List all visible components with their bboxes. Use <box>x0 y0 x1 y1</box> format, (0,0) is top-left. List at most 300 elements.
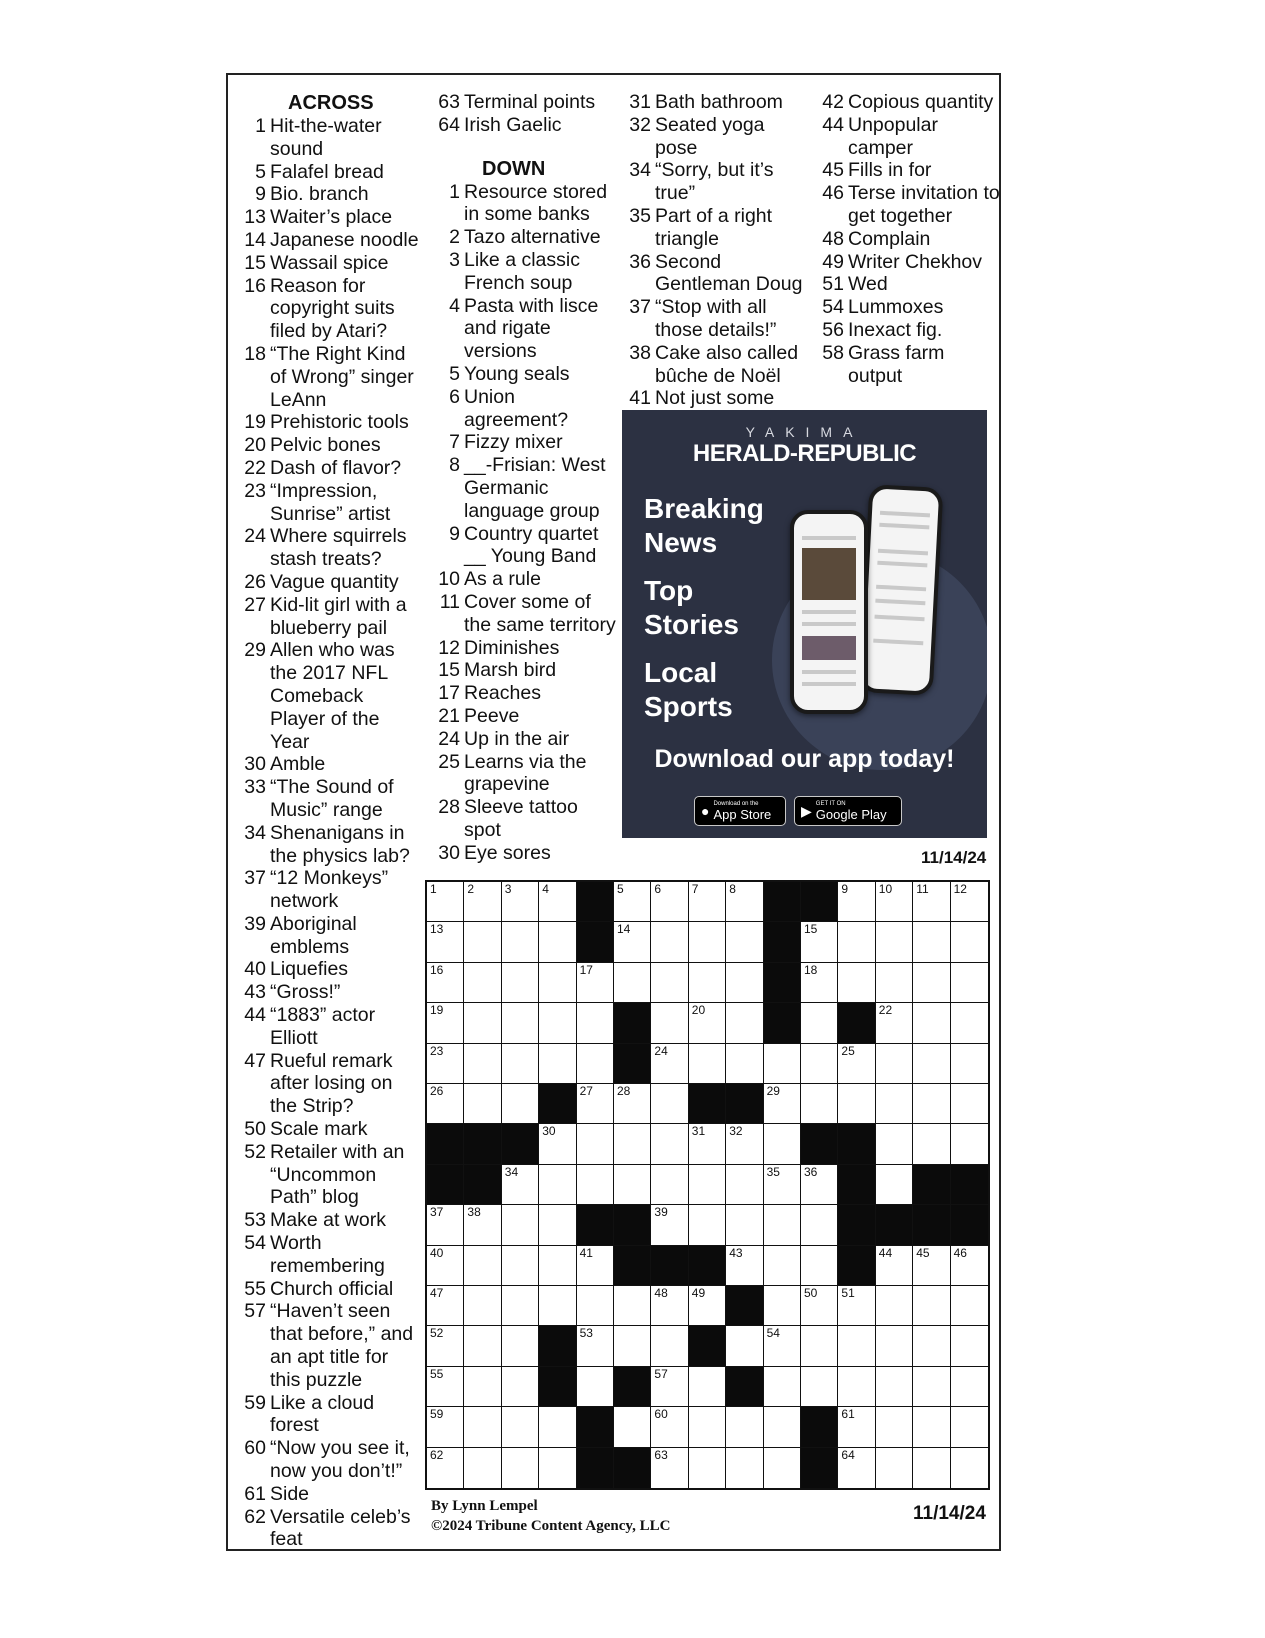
grid-cell[interactable] <box>502 922 539 962</box>
across-clue-9 <box>236 183 422 206</box>
grid-cell[interactable] <box>689 1205 726 1245</box>
grid-cell[interactable] <box>651 922 688 962</box>
clue-text: “12 Monkeys” network <box>270 867 389 913</box>
grid-cell[interactable] <box>464 1003 501 1043</box>
grid-cell[interactable] <box>577 1124 614 1164</box>
grid-cell[interactable] <box>502 1407 539 1447</box>
grid-cell[interactable] <box>764 1286 801 1326</box>
grid-cell[interactable] <box>726 1044 763 1084</box>
grid-cell[interactable] <box>764 1246 801 1286</box>
grid-cell[interactable] <box>876 1165 913 1205</box>
grid-cell[interactable] <box>689 1407 726 1447</box>
clue-number: 26 <box>244 570 266 593</box>
grid-cell[interactable] <box>801 963 838 1003</box>
across-clue-53 <box>236 1209 422 1232</box>
cell-number: 30 <box>542 1124 556 1139</box>
grid-cell[interactable] <box>726 1205 763 1245</box>
grid-cell[interactable] <box>876 1246 913 1286</box>
clue-number: 44 <box>244 1004 266 1027</box>
grid-cell[interactable] <box>876 1448 913 1488</box>
clue-number: 37 <box>629 296 651 319</box>
clue-text: “The Right Kind of Wrong” singer LeAnn <box>270 342 414 411</box>
grid-cell[interactable] <box>689 1165 726 1205</box>
down-clue-46 <box>814 182 1004 228</box>
grid-cell[interactable] <box>951 882 988 922</box>
across-clue-62 <box>236 1506 422 1552</box>
grid-block <box>764 882 801 922</box>
grid-cell[interactable] <box>464 1326 501 1366</box>
grid-cell[interactable] <box>764 1165 801 1205</box>
grid-cell[interactable] <box>502 1044 539 1084</box>
grid-block <box>614 1246 651 1286</box>
grid-cell[interactable] <box>502 1246 539 1286</box>
grid-cell[interactable] <box>539 882 576 922</box>
grid-cell[interactable] <box>651 1407 688 1447</box>
grid-cell[interactable] <box>876 1044 913 1084</box>
grid-cell[interactable] <box>502 1448 539 1488</box>
cell-number: 5 <box>617 882 624 896</box>
grid-cell[interactable] <box>427 922 464 962</box>
clue-text: Fills in for <box>848 159 932 182</box>
clue-number: 34 <box>244 821 266 844</box>
grid-cell[interactable] <box>614 922 651 962</box>
grid-cell[interactable] <box>689 1003 726 1043</box>
grid-cell[interactable] <box>726 1246 763 1286</box>
grid-cell[interactable] <box>726 1124 763 1164</box>
grid-cell[interactable] <box>876 963 913 1003</box>
grid-cell[interactable] <box>577 1286 614 1326</box>
grid-cell[interactable] <box>951 1367 988 1407</box>
grid-cell[interactable] <box>876 922 913 962</box>
grid-cell[interactable] <box>539 1205 576 1245</box>
grid-cell[interactable] <box>427 1286 464 1326</box>
grid-cell[interactable] <box>726 1326 763 1366</box>
ad-call-to-action: Download our app today! <box>654 745 955 773</box>
grid-cell[interactable] <box>764 1448 801 1488</box>
grid-cell[interactable] <box>689 1044 726 1084</box>
clue-text: Side <box>270 1482 310 1505</box>
grid-cell[interactable] <box>913 1044 950 1084</box>
clue-number: 9 <box>255 183 266 206</box>
herald-republic-app-ad[interactable] <box>622 410 987 838</box>
grid-cell[interactable] <box>951 1084 988 1124</box>
grid-cell[interactable] <box>651 882 688 922</box>
clue-text: Worth remembering <box>270 1232 385 1277</box>
grid-cell[interactable] <box>427 1003 464 1043</box>
grid-cell[interactable] <box>464 1367 501 1407</box>
grid-cell[interactable] <box>502 1165 539 1205</box>
grid-cell[interactable] <box>577 1084 614 1124</box>
grid-cell[interactable] <box>689 1448 726 1488</box>
grid-cell[interactable] <box>651 1084 688 1124</box>
grid-cell[interactable] <box>801 1367 838 1407</box>
clue-column-2 <box>430 91 620 865</box>
clue-text: Cover some of the same territory <box>464 590 616 636</box>
down-clue-35 <box>621 205 811 251</box>
grid-cell[interactable] <box>614 963 651 1003</box>
google-play-button[interactable]: ▶ GET IT ON Google Play <box>794 796 902 826</box>
cell-number: 29 <box>766 1084 780 1098</box>
clue-number: 37 <box>244 867 266 890</box>
clue-number: 21 <box>438 704 460 727</box>
clue-text: Sleeve tattoo spot <box>464 796 578 841</box>
grid-cell[interactable] <box>838 922 875 962</box>
grid-cell[interactable] <box>838 963 875 1003</box>
grid-cell[interactable] <box>689 963 726 1003</box>
clue-number: 47 <box>244 1049 266 1072</box>
grid-cell[interactable] <box>464 922 501 962</box>
clue-number: 55 <box>244 1277 266 1300</box>
across-clue-30 <box>236 753 422 776</box>
clue-text: Japanese noodle <box>270 228 419 251</box>
grid-block <box>726 1084 763 1124</box>
grid-cell[interactable] <box>577 1003 614 1043</box>
grid-cell[interactable] <box>427 1246 464 1286</box>
grid-block <box>689 1246 726 1286</box>
grid-cell[interactable] <box>951 1003 988 1043</box>
grid-cell[interactable] <box>764 1326 801 1366</box>
grid-cell[interactable] <box>876 1124 913 1164</box>
grid-cell[interactable] <box>539 1246 576 1286</box>
grid-cell[interactable] <box>539 1286 576 1326</box>
across-clue-55 <box>236 1278 422 1301</box>
clue-text: Aboriginal emblems <box>270 912 357 958</box>
cell-number: 25 <box>841 1043 855 1058</box>
grid-cell[interactable] <box>427 963 464 1003</box>
grid-cell[interactable] <box>876 1326 913 1366</box>
grid-cell[interactable] <box>951 1448 988 1488</box>
grid-cell[interactable] <box>614 882 651 922</box>
clue-text: Reaches <box>464 682 541 705</box>
grid-cell[interactable] <box>651 1205 688 1245</box>
grid-cell[interactable] <box>801 1326 838 1366</box>
cell-number: 4 <box>542 882 549 896</box>
app-store-button[interactable]: ● Download on the App Store <box>694 796 786 826</box>
cell-number: 64 <box>841 1447 855 1462</box>
grid-cell[interactable] <box>502 1205 539 1245</box>
grid-cell[interactable] <box>951 1286 988 1326</box>
grid-cell[interactable] <box>801 922 838 962</box>
clue-number: 52 <box>244 1140 266 1163</box>
grid-cell[interactable] <box>913 963 950 1003</box>
grid-cell[interactable] <box>539 1407 576 1447</box>
grid-cell[interactable] <box>726 963 763 1003</box>
clue-text: Tazo alternative <box>464 226 601 249</box>
grid-cell[interactable] <box>651 1326 688 1366</box>
clue-number: 28 <box>438 796 460 819</box>
grid-cell[interactable] <box>726 1165 763 1205</box>
grid-cell[interactable] <box>539 1448 576 1488</box>
grid-cell[interactable] <box>913 1003 950 1043</box>
clue-number: 56 <box>822 318 844 341</box>
grid-cell[interactable] <box>951 922 988 962</box>
clue-text: Prehistoric tools <box>270 411 409 434</box>
down-clue-1 <box>430 181 620 227</box>
grid-cell[interactable] <box>913 1448 950 1488</box>
clue-number: 30 <box>438 841 460 864</box>
clue-number: 38 <box>629 341 651 364</box>
clue-number: 12 <box>438 636 460 659</box>
clue-text: Irish Gaelic <box>464 113 562 136</box>
grid-cell[interactable] <box>876 1367 913 1407</box>
across-clue-16 <box>236 275 422 343</box>
grid-cell[interactable] <box>651 1124 688 1164</box>
grid-cell[interactable] <box>913 1246 950 1286</box>
clue-number: 53 <box>244 1209 266 1232</box>
grid-cell[interactable] <box>427 1044 464 1084</box>
grid-cell[interactable] <box>464 882 501 922</box>
grid-cell[interactable] <box>689 1286 726 1326</box>
grid-cell[interactable] <box>539 1003 576 1043</box>
down-clue-32 <box>621 114 811 160</box>
clue-text: Like a classic French soup <box>464 248 580 294</box>
grid-cell[interactable] <box>764 1367 801 1407</box>
grid-cell[interactable] <box>689 882 726 922</box>
grid-cell[interactable] <box>614 1407 651 1447</box>
grid-cell[interactable] <box>427 1205 464 1245</box>
grid-cell[interactable] <box>614 1286 651 1326</box>
clue-text: Marsh bird <box>464 659 557 682</box>
down-clue-37 <box>621 296 811 342</box>
grid-cell[interactable] <box>614 1124 651 1164</box>
grid-cell[interactable] <box>689 1124 726 1164</box>
clue-number: 4 <box>449 294 460 317</box>
grid-cell[interactable] <box>464 1044 501 1084</box>
down-clue-3 <box>430 249 620 295</box>
clue-number: 15 <box>244 251 266 274</box>
grid-cell[interactable] <box>838 1044 875 1084</box>
clue-number: 30 <box>244 753 266 776</box>
grid-cell[interactable] <box>539 1165 576 1205</box>
grid-cell[interactable] <box>913 1286 950 1326</box>
grid-block <box>838 1246 875 1286</box>
grid-cell[interactable] <box>502 1326 539 1366</box>
clue-text: Cake also called bûche de Noël <box>655 341 799 387</box>
grid-cell[interactable] <box>876 882 913 922</box>
grid-cell[interactable] <box>464 963 501 1003</box>
clue-text: __-Frisian: West Germanic language group <box>464 454 606 522</box>
across-clue-39 <box>236 913 422 959</box>
down-clue-4 <box>430 295 620 363</box>
grid-cell[interactable] <box>764 1124 801 1164</box>
grid-cell[interactable] <box>464 1286 501 1326</box>
grid-cell[interactable] <box>764 1084 801 1124</box>
cell-number: 28 <box>617 1084 631 1098</box>
grid-cell[interactable] <box>951 1124 988 1164</box>
cell-number: 3 <box>504 882 512 896</box>
grid-cell[interactable] <box>427 1326 464 1366</box>
grid-cell[interactable] <box>876 1286 913 1326</box>
grid-cell[interactable] <box>539 1044 576 1084</box>
grid-cell[interactable] <box>427 1084 464 1124</box>
crossword-grid[interactable] <box>425 880 990 1490</box>
grid-cell[interactable] <box>464 1448 501 1488</box>
grid-cell[interactable] <box>464 1246 501 1286</box>
clue-text: Reason for copyright suits filed by Atari? <box>270 274 395 343</box>
grid-cell[interactable] <box>502 1084 539 1124</box>
grid-cell[interactable] <box>838 1367 875 1407</box>
cell-number: 46 <box>953 1245 967 1260</box>
ad-line-local-sports: Local Sports <box>644 657 733 722</box>
down-clue-38 <box>621 342 811 388</box>
grid-cell[interactable] <box>577 1246 614 1286</box>
grid-cell[interactable] <box>502 1286 539 1326</box>
cell-number: 19 <box>430 1003 444 1018</box>
grid-block <box>614 1003 651 1043</box>
grid-cell[interactable] <box>838 1084 875 1124</box>
grid-cell[interactable] <box>502 963 539 1003</box>
grid-cell[interactable] <box>838 882 875 922</box>
clue-text: Kid-lit girl with a blueberry pail <box>270 593 407 639</box>
clue-text: Terse invitation to get together <box>848 182 1000 227</box>
grid-cell[interactable] <box>502 882 539 922</box>
grid-cell[interactable] <box>801 1205 838 1245</box>
grid-cell[interactable] <box>801 1286 838 1326</box>
grid-cell[interactable] <box>651 1165 688 1205</box>
clue-text: Rueful remark after losing on the Strip? <box>270 1049 393 1118</box>
grid-cell[interactable] <box>427 1367 464 1407</box>
grid-cell[interactable] <box>876 1003 913 1043</box>
grid-cell[interactable] <box>502 1367 539 1407</box>
clue-number: 14 <box>244 228 266 251</box>
copyright: ©2024 Tribune Content Agency, LLC <box>431 1518 671 1534</box>
grid-cell[interactable] <box>801 1003 838 1043</box>
grid-cell[interactable] <box>427 1448 464 1488</box>
cell-number: 40 <box>430 1245 444 1260</box>
grid-cell[interactable] <box>726 1407 763 1447</box>
grid-cell[interactable] <box>951 1407 988 1447</box>
clue-number: 51 <box>822 273 844 296</box>
grid-cell[interactable] <box>726 1448 763 1488</box>
grid-cell[interactable] <box>577 963 614 1003</box>
grid-cell[interactable] <box>951 1246 988 1286</box>
grid-cell[interactable] <box>838 1326 875 1366</box>
grid-cell[interactable] <box>464 1205 501 1245</box>
clue-number: 48 <box>822 227 844 250</box>
grid-cell[interactable] <box>614 1084 651 1124</box>
grid-cell[interactable] <box>913 1326 950 1366</box>
down-clue-7 <box>430 431 620 454</box>
grid-block <box>651 1246 688 1286</box>
clue-text: Writer Chekhov <box>848 250 983 273</box>
cell-number: 27 <box>579 1084 593 1098</box>
grid-block <box>801 1124 838 1164</box>
grid-cell[interactable] <box>651 1003 688 1043</box>
grid-cell[interactable] <box>614 1326 651 1366</box>
grid-cell[interactable] <box>913 1124 950 1164</box>
clue-text: “Impression, Sunrise” artist <box>270 479 391 525</box>
clue-number: 60 <box>244 1437 266 1460</box>
grid-cell[interactable] <box>876 1084 913 1124</box>
grid-cell[interactable] <box>801 1084 838 1124</box>
grid-cell[interactable] <box>726 882 763 922</box>
cell-number: 17 <box>579 962 593 977</box>
grid-cell[interactable] <box>951 1044 988 1084</box>
grid-cell[interactable] <box>951 1326 988 1366</box>
down-clue-51 <box>814 273 1004 296</box>
grid-cell[interactable] <box>539 1124 576 1164</box>
down-clue-31 <box>621 91 811 114</box>
cell-number: 38 <box>467 1205 481 1220</box>
grid-cell[interactable] <box>502 1003 539 1043</box>
grid-cell[interactable] <box>913 882 950 922</box>
across-clue-61 <box>236 1483 422 1506</box>
grid-cell[interactable] <box>913 922 950 962</box>
grid-cell[interactable] <box>651 963 688 1003</box>
grid-block <box>577 922 614 962</box>
grid-cell[interactable] <box>577 1044 614 1084</box>
cell-number: 45 <box>916 1245 930 1260</box>
grid-cell[interactable] <box>838 1407 875 1447</box>
grid-cell[interactable] <box>651 1044 688 1084</box>
grid-block <box>539 1084 576 1124</box>
clue-number: 34 <box>629 159 651 182</box>
clue-number: 24 <box>438 727 460 750</box>
across-clue-29 <box>236 639 422 753</box>
grid-cell[interactable] <box>801 1246 838 1286</box>
clue-number: 3 <box>449 248 460 271</box>
across-clue-52 <box>236 1141 422 1209</box>
cell-number: 1 <box>430 882 437 896</box>
date-top: 11/14/24 <box>921 848 987 867</box>
across-clue-20 <box>236 434 422 457</box>
grid-cell[interactable] <box>464 1084 501 1124</box>
grid-cell[interactable] <box>913 1407 950 1447</box>
phone-icon <box>790 510 868 714</box>
grid-cell[interactable] <box>651 1367 688 1407</box>
clue-text: Waiter’s place <box>270 206 393 229</box>
clue-number: 25 <box>438 750 460 773</box>
grid-cell[interactable] <box>764 1044 801 1084</box>
clue-number: 32 <box>629 113 651 136</box>
grid-cell[interactable] <box>689 1367 726 1407</box>
grid-cell[interactable] <box>801 1165 838 1205</box>
grid-cell[interactable] <box>577 1367 614 1407</box>
clue-text: Scale mark <box>270 1118 368 1141</box>
grid-cell[interactable] <box>913 1367 950 1407</box>
clue-text: Where squirrels stash treats? <box>270 525 407 571</box>
grid-cell[interactable] <box>838 1448 875 1488</box>
grid-cell[interactable] <box>427 882 464 922</box>
grid-cell[interactable] <box>689 922 726 962</box>
across-clue-27 <box>236 594 422 640</box>
grid-block <box>764 1003 801 1043</box>
grid-cell[interactable] <box>427 1407 464 1447</box>
down-clue-54 <box>814 296 1004 319</box>
grid-cell[interactable] <box>876 1407 913 1447</box>
grid-cell[interactable] <box>726 1003 763 1043</box>
grid-cell[interactable] <box>651 1448 688 1488</box>
down-clue-48 <box>814 228 1004 251</box>
grid-cell[interactable] <box>951 963 988 1003</box>
grid-cell[interactable] <box>651 1286 688 1326</box>
grid-cell[interactable] <box>801 1044 838 1084</box>
grid-cell[interactable] <box>464 1407 501 1447</box>
grid-cell[interactable] <box>614 1165 651 1205</box>
down-clue-28 <box>430 796 620 842</box>
grid-cell[interactable] <box>577 1165 614 1205</box>
grid-cell[interactable] <box>764 1205 801 1245</box>
grid-cell[interactable] <box>726 922 763 962</box>
grid-cell[interactable] <box>764 1407 801 1447</box>
clue-number: 45 <box>822 159 844 182</box>
grid-cell[interactable] <box>577 1326 614 1366</box>
grid-cell[interactable] <box>539 922 576 962</box>
grid-cell[interactable] <box>913 1084 950 1124</box>
grid-cell[interactable] <box>838 1286 875 1326</box>
clue-text: Liquefies <box>270 958 349 981</box>
grid-cell[interactable] <box>539 963 576 1003</box>
